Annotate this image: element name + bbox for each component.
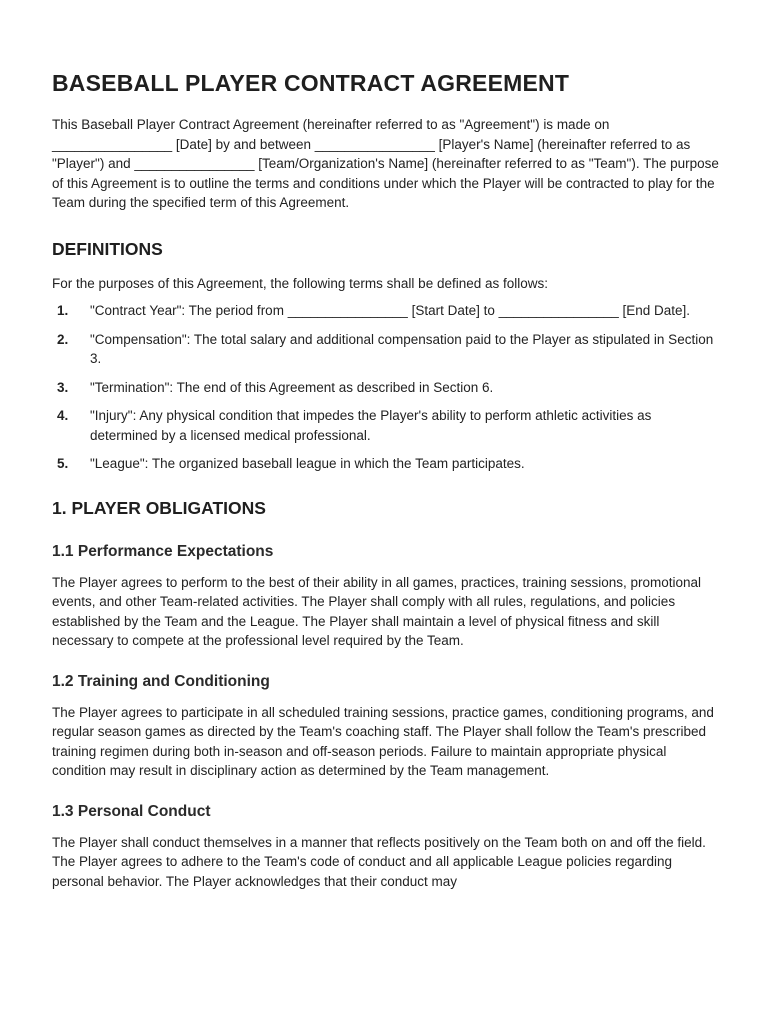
subsection-1-2-text: The Player agrees to participate in all scheduled training sessions, practice games, conditioning programs, and regular season games as directed by the Team's coaching staff. The Player shall follow the Team's prescribed training regimen during both in-season and off-season periods. Failure to maintain appropriate physical condition may result in disciplinary action as determined by the Team management. (52, 704, 714, 778)
list-item (52, 406, 720, 445)
list-text: "Termination": The end of this Agreement as described in Section 6. (90, 379, 494, 395)
list-text: "Contract Year": The period from ________________ [Start Date] to ________________ [End Date]. (90, 303, 691, 318)
intro-paragraph: This Baseball Player Contract Agreement (hereinafter referred to as "Agreement") is made on ________________ [Date] by and between ________________ [Player's Name] (hereinafter referred to as "Player") and ________________ [Team/Organization's Name] (hereinafter referred to as "Team"). The purpose of this Agreement is to outline the terms and conditions under which the Player will be contracted to play for the Team during the specified term of this Agreement. (52, 117, 719, 210)
list-number: 2. (57, 331, 69, 347)
subsection-1-2-heading: 1.2 Training and Conditioning (52, 672, 270, 690)
list-number: 1. (57, 303, 69, 318)
definitions-heading: DEFINITIONS (52, 238, 163, 259)
subsection-1-1-text: The Player agrees to perform to the best of their ability in all games, practices, training sessions, promotional events, and other Team-related activities. The Player shall comply with all rules, regulations, and policies established by the Team and the League. The Player shall maintain a level of physical fitness and skill necessary to compete at the professional level required by the Team. (52, 574, 702, 648)
section-1-heading: 1. PLAYER OBLIGATIONS (52, 497, 266, 518)
list-item (52, 454, 720, 474)
subsection-1-3-text: The Player shall conduct themselves in a manner that reflects positively on the Team both on and off the field. The Player agrees to adhere to the Team's code of conduct and all applicable League policies regarding personal behavior. The Player acknowledges that their conduct may (52, 834, 706, 889)
list-item (52, 378, 720, 398)
list-number: 5. (57, 456, 69, 471)
document-title: BASEBALL PLAYER CONTRACT AGREEMENT (52, 70, 570, 96)
list-text: "Compensation": The total salary and additional compensation paid to the Player as stipulated in Section 3. (90, 331, 714, 366)
list-text: "Injury": Any physical condition that impedes the Player's ability to perform athletic activities as determined by a licensed medical professional. (90, 408, 652, 443)
definitions-lead: For the purposes of this Agreement, the following terms shall be defined as follows: (52, 275, 549, 291)
list-number: 3. (57, 379, 69, 395)
list-number: 4. (57, 408, 69, 423)
list-item (52, 330, 720, 369)
subsection-1-3-heading: 1.3 Personal Conduct (52, 802, 211, 820)
subsection-1-1-heading: 1.1 Performance Expectations (52, 542, 274, 560)
list-item (52, 301, 720, 321)
definitions-list (52, 301, 720, 474)
list-text: "League": The organized baseball league in which the Team participates. (90, 456, 525, 471)
